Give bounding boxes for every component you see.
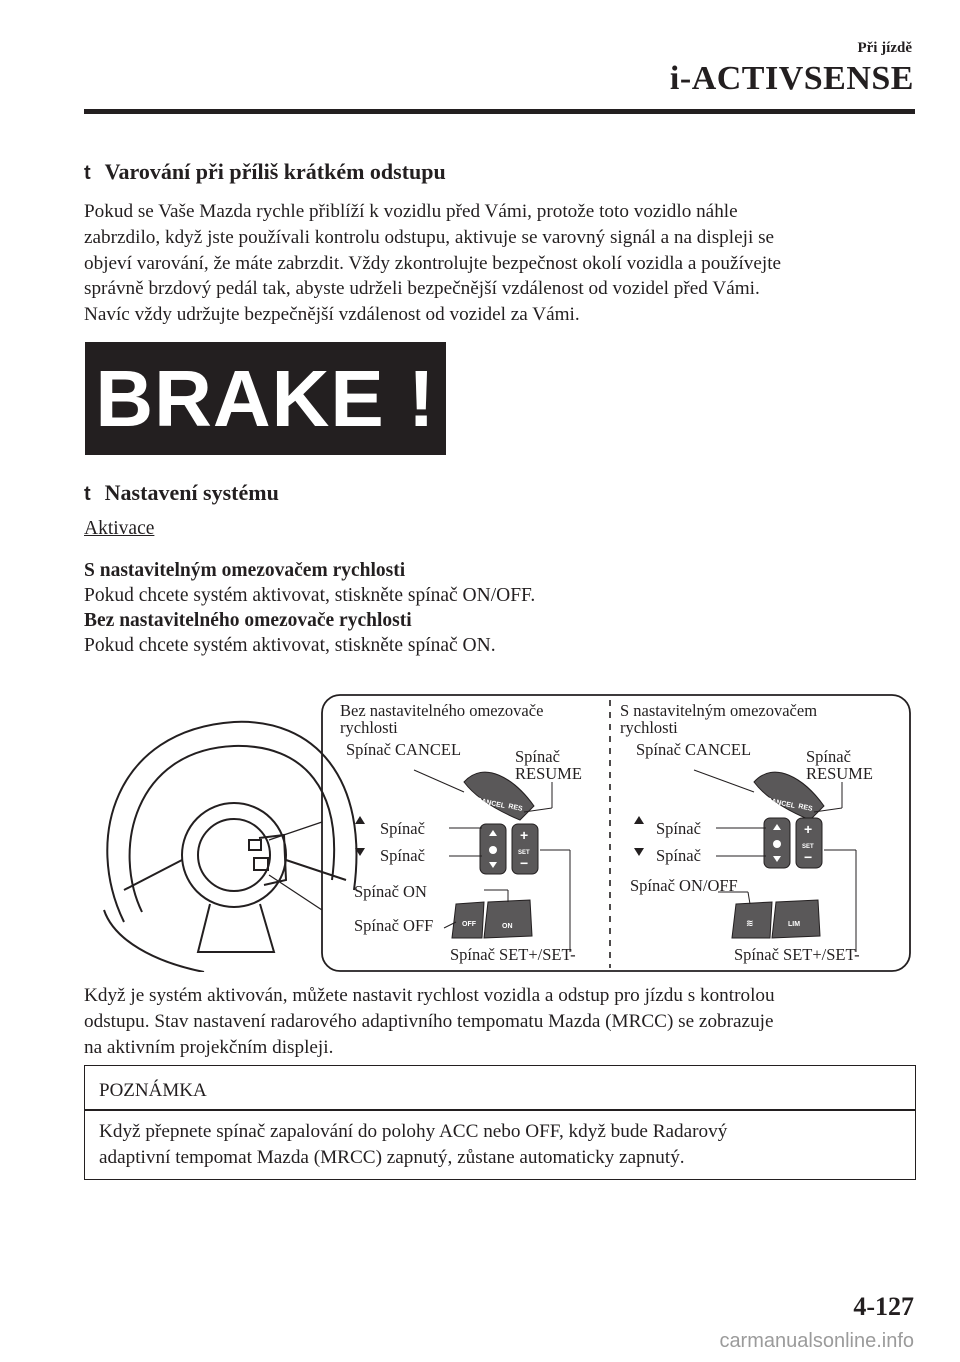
note-body — [99, 1119, 899, 1170]
svg-text:+: + — [804, 821, 813, 837]
right-panel-title: S nastavitelným omezovačem — [620, 701, 818, 720]
set-switch-label: Spínač SET+/SET- — [450, 945, 576, 964]
note-line: adaptivní tempomat Mazda (MRCC) zapnutý, zůstane automaticky zapnutý. — [99, 1146, 685, 1168]
down-switch-label: Spínač — [656, 846, 701, 865]
up-switch-label: Spínač — [656, 819, 701, 838]
bullet-icon: t — [84, 162, 91, 184]
paragraph-line: správně brzdový pedál tak, abyste udrželi bezpečnější vzdálenost od vozidel před Vámi. — [84, 278, 760, 300]
section-heading-system-setting — [84, 480, 279, 506]
left-panel-title: rychlosti — [340, 718, 398, 737]
paragraph-line: Navíc vždy udržujte bezpečnější vzdálenost od vozidel za Vámi. — [84, 304, 580, 326]
svg-text:−: − — [520, 855, 529, 871]
watermark: carmanualsonline.info — [719, 1330, 914, 1352]
resume-switch-label: Spínač — [515, 747, 560, 766]
left-panel-title: Bez nastavitelného omezovače — [340, 701, 544, 720]
paragraph-line: objeví varování, že máte zabrzdit. Vždy zkontrolujte bezpečnost okolí vozidla a používejte — [84, 252, 782, 274]
off-switch-label: Spínač OFF — [354, 916, 434, 935]
onoff-switch-label: Spínač ON/OFF — [630, 876, 738, 895]
res-button-label: RES — [507, 803, 524, 813]
paragraph-line: odstupu. Stav nastavení radarového adaptivního tempomatu Mazda (MRCC) se zobrazuje — [84, 1010, 774, 1032]
lim-button-label: LIM — [788, 921, 801, 928]
set-switch-label: Spínač SET+/SET- — [734, 945, 860, 964]
res-button-label: RES — [797, 803, 814, 813]
resume-switch-label: RESUME — [515, 764, 582, 783]
note-line: Když přepnete spínač zapalování do polohy ACC nebo OFF, když bude Radarový — [99, 1121, 728, 1142]
page-number: 4-127 — [853, 1292, 914, 1321]
steering-switch-illustration — [84, 690, 916, 972]
resume-switch-label: RESUME — [806, 764, 873, 783]
cancel-switch-label: Spínač CANCEL — [636, 740, 752, 759]
set-button-label: SET — [518, 850, 530, 856]
svg-text:≋: ≋ — [746, 918, 754, 928]
heading-text: Varování při příliš krátkém odstupu — [104, 159, 446, 184]
section-heading-distance-warning — [84, 159, 446, 185]
note-box — [84, 1065, 916, 1180]
with-limiter-text: Pokud chcete systém aktivovat, stiskněte spínač ON/OFF. — [84, 585, 536, 606]
right-panel-title: rychlosti — [620, 718, 678, 737]
svg-text:+: + — [520, 827, 529, 843]
without-limiter-text: Pokud chcete systém aktivovat, stiskněte spínač ON. — [84, 635, 496, 656]
on-button-label: ON — [502, 923, 513, 930]
after-figure-paragraph — [84, 983, 916, 1060]
down-arrow-icon — [634, 848, 644, 856]
activation-subheading: Aktivace — [84, 518, 155, 539]
chapter-title: i-ACTIVSENSE — [669, 60, 914, 97]
header-rule — [84, 109, 915, 114]
note-divider — [85, 1109, 915, 1111]
resume-switch-label: Spínač — [806, 747, 851, 766]
paragraph-line: Když je systém aktivován, můžete nastavit rychlost vozidla a odstup pro jízdu s kontrolou — [84, 985, 775, 1006]
without-limiter-heading: Bez nastavitelného omezovače rychlosti — [84, 610, 412, 631]
up-arrow-icon — [355, 816, 365, 824]
on-switch-label: Spínač ON — [354, 882, 427, 901]
distance-warning-paragraph — [84, 199, 916, 328]
bullet-icon: t — [84, 483, 91, 505]
brake-warning-display — [85, 342, 446, 455]
paragraph-line: zabrzdilo, když jste používali kontrolu odstupu, aktivuje se varovný signál a na displeji se — [84, 226, 775, 248]
paragraph-line: Pokud se Vaše Mazda rychle přiblíží k vozidlu před Vámi, protože toto vozidlo náhle — [84, 201, 738, 222]
steering-wheel-icon — [104, 722, 356, 972]
with-limiter-heading: S nastavitelným omezovačem rychlosti — [84, 560, 406, 581]
note-title: POZNÁMKA — [99, 1080, 207, 1101]
svg-text:−: − — [804, 849, 813, 865]
up-switch-label: Spínač — [380, 819, 425, 838]
cancel-switch-label: Spínač CANCEL — [346, 740, 462, 759]
off-button-label: OFF — [462, 921, 476, 928]
steering-switch-figure — [84, 690, 916, 972]
brake-warning-text: BRAKE ! — [95, 354, 436, 443]
heading-text: Nastavení systému — [104, 480, 279, 505]
down-switch-label: Spínač — [380, 846, 425, 865]
paragraph-line: na aktivním projekčním displeji. — [84, 1036, 334, 1058]
up-arrow-icon — [634, 816, 644, 824]
set-button-label: SET — [802, 844, 814, 850]
cancel-button-label: CANCEL — [765, 797, 796, 811]
cancel-button-label: CANCEL — [475, 797, 506, 811]
section-name: Při jízdě — [857, 40, 912, 56]
